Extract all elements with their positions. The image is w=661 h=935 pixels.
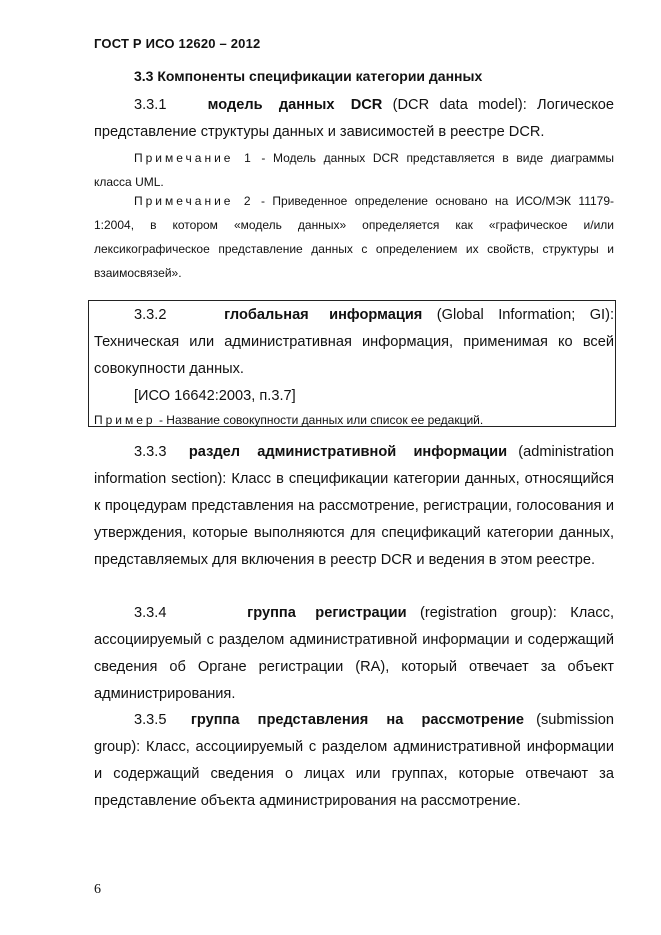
note-label: Примечание 2 — [134, 194, 254, 208]
term-number: 3.3.4 — [134, 605, 167, 621]
term-number: 3.3.2 — [134, 307, 167, 323]
term-number: 3.3.3 — [134, 444, 167, 460]
note-label: Примечание 1 — [134, 151, 254, 165]
term-3-3-2-box — [88, 300, 616, 427]
example-label: Пример — [94, 413, 156, 427]
term-definition: (DCR data model): Логическое представление структуры данных и зависимостей в реестре DCR. — [94, 97, 615, 140]
page-number: 6 — [94, 882, 101, 897]
term-3-3-3 — [94, 439, 614, 574]
term-name: раздел административной информации — [188, 444, 508, 460]
term-3-3-1 — [94, 92, 614, 146]
term-definition: (registration group): Класс, ассоциируемый с разделом административной информации и содержащий сведения об Органе регистрации (RA), который отвечает за объект администрирования. — [94, 605, 614, 702]
note-2 — [94, 189, 614, 285]
example-text: - Название совокупности данных или список ее редакций. — [155, 413, 484, 427]
term-3-3-4 — [94, 600, 614, 708]
term-number: 3.3.5 — [134, 712, 167, 728]
example — [94, 409, 614, 431]
term-name: группа представления на рассмотрение — [190, 712, 524, 728]
term-3-3-5 — [94, 707, 614, 815]
note-text: - Модель данных DCR представляется в виде диаграммы класса UML. — [94, 151, 614, 189]
term-number: 3.3.1 — [134, 97, 167, 113]
term-reference: [ИСО 16642:2003, п.3.7] — [134, 388, 296, 404]
note-text: - Приведенное определение основано на ИСО/МЭК 11179-1:2004, в котором «модель данных» определяется как «графическое и/или лексикографическое представление данных с определением их свойств, структуры и взаимосвязей». — [94, 194, 615, 280]
standard-header: ГОСТ Р ИСО 12620 – 2012 — [94, 36, 261, 51]
section-title: 3.3 Компоненты спецификации категории данных — [134, 68, 483, 84]
note-1 — [94, 146, 614, 194]
term-definition: (Global Information; GI): Техническая или административная информация, применимая ко всей совокупности данных. — [94, 307, 615, 377]
term-3-3-2 — [94, 302, 614, 383]
term-name: модель данных DCR — [207, 97, 383, 113]
term-name: группа регистрации — [247, 605, 407, 621]
term-name: глобальная информация — [224, 307, 423, 323]
term-definition: (administration information section): Класс в спецификации категории данных, относящийся к процедурам представления на рассмотрение, регистрации, голосования и утверждения, которые выполняются для спецификаций категории данных, представляемых для включения в реестр DCR и ведения в этом реестре. — [94, 444, 614, 568]
term-definition: (submission group): Класс, ассоциируемый с разделом административной информации и содержащий сведения о лицах или группах, которые отвечают за представление объекта администрирования на рассмотрение. — [94, 712, 615, 809]
